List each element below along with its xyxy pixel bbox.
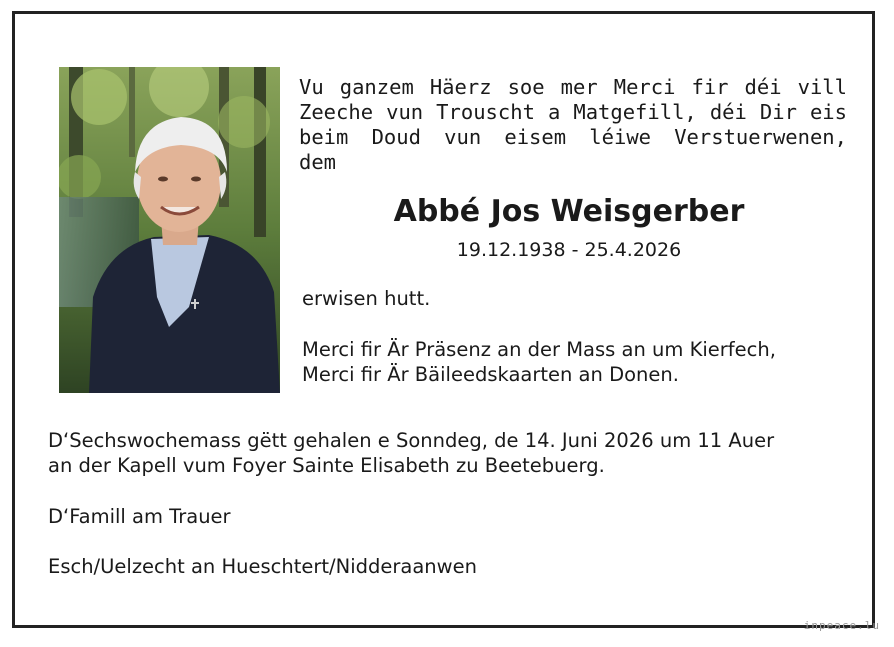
intro-line-4: dem <box>299 150 337 174</box>
obituary-card <box>12 11 875 628</box>
mass-line-2: an der Kapell vum Foyer Sainte Elisabeth zu Beetebuerg. <box>48 454 605 477</box>
intro-line-3: beim Doud vun eisem léiwe Verstuerwenen, <box>299 125 847 149</box>
portrait-photo <box>59 67 280 393</box>
erwisen-text: erwisen hutt. <box>302 287 431 310</box>
mass-line-1: D‘Sechswochemass gëtt gehalen e Sonndeg, de 14. Juni 2026 um 11 Auer <box>48 429 775 452</box>
deceased-name: Abbé Jos Weisgerber <box>393 194 745 229</box>
watermark-text: inpeace.lu <box>803 619 880 632</box>
life-dates: 19.12.1938 - 25.4.2026 <box>456 239 682 261</box>
thanks-line-2: Merci fir Är Bäileedskaarten an Donen. <box>302 363 679 386</box>
thanks-line-1: Merci fir Är Präsenz an der Mass an um Kierfech, <box>302 338 776 361</box>
place-line: Esch/Uelzecht an Hueschtert/Nidderaanwen <box>48 555 477 578</box>
intro-line-2: Zeeche vun Trouscht a Matgefill, déi Dir eis <box>299 100 847 124</box>
intro-line-1: Vu ganzem Häerz soe mer Merci fir déi vill <box>299 75 847 99</box>
intro-text <box>299 75 847 175</box>
portrait-image <box>59 67 280 393</box>
family-signature: D‘Famill am Trauer <box>48 505 231 528</box>
